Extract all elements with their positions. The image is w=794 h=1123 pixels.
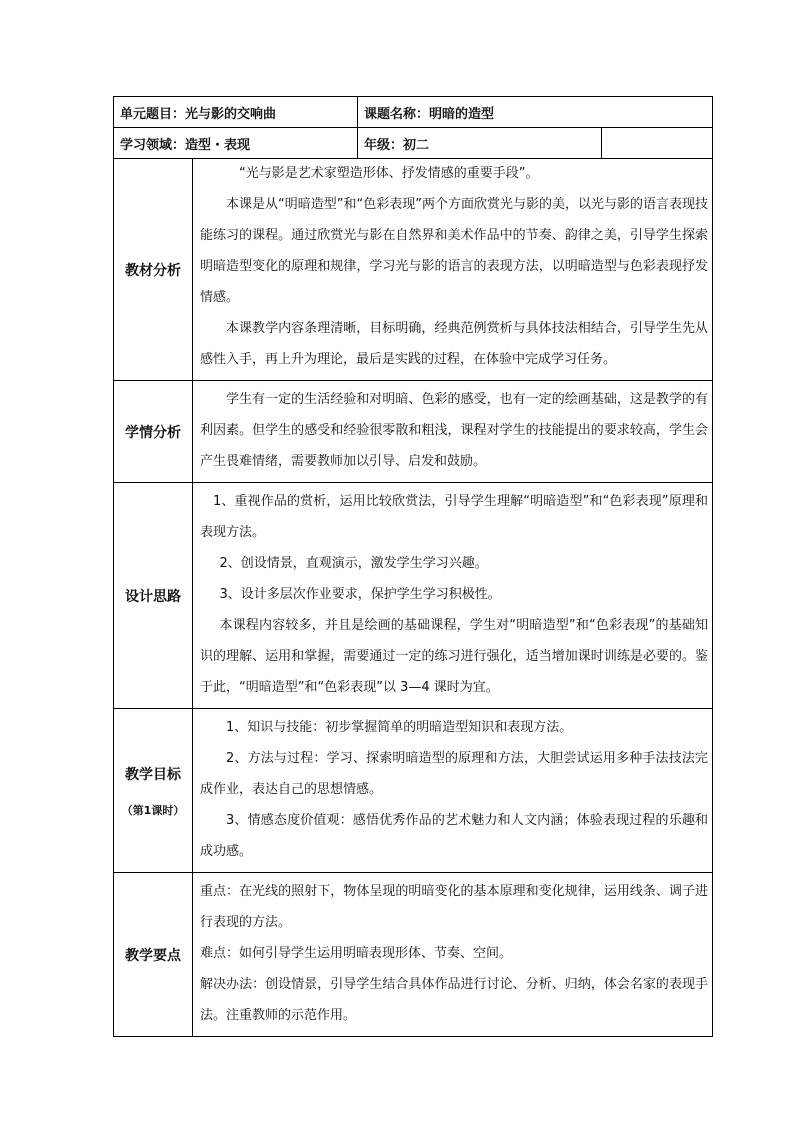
students-content	[193, 381, 713, 483]
objectives-paragraph: 3、情感态度价值观：感悟优秀作品的艺术魅力和人文内涵；体验表现过程的乐趣和成功感。	[200, 813, 709, 859]
lesson-title-cell	[358, 97, 713, 128]
design-content	[193, 483, 713, 709]
students-label-cell	[114, 381, 193, 483]
keypoints-paragraph: 难点：如何引导学生运用明暗表现形体、节奏、空间。	[200, 946, 513, 961]
row-student-analysis	[114, 381, 713, 483]
keypoints-label: 教学要点	[125, 947, 181, 964]
design-paragraph: 3、设计多层次作业要求，保护学生学习积极性。	[219, 587, 501, 602]
unit-title-cell	[114, 97, 358, 128]
material-paragraph: 本课是从“明暗造型”和“色彩表现”两个方面欣赏光与影的美，以光与影的语言表现技能练习的课程。通过欣赏光与影在自然界和美术作品中的节奏、韵律之美，引导学生探索明暗造型变化的原理和规律，学习光与影的语言的表现方法，以明暗造型与色彩表现抒发情感。	[200, 197, 709, 305]
design-label-cell	[114, 483, 193, 709]
keypoints-content	[193, 873, 713, 1037]
design-label: 设计思路	[125, 588, 181, 605]
row-teaching-key-points	[114, 873, 713, 1037]
material-paragraph: 本课教学内容条理清晰，目标明确，经典范例赏析与具体技法相结合，引导学生先从感性入手，再上升为理论，最后是实践的过程，在体验中完成学习任务。	[200, 321, 709, 367]
grade-cell	[358, 128, 602, 159]
material-paragraph: “光与影是艺术家塑造形体、抒发情感的重要手段”。	[239, 166, 539, 181]
objectives-content	[193, 709, 713, 873]
domain-cell	[114, 128, 358, 159]
students-label: 学情分析	[125, 424, 181, 441]
objectives-paragraph: 1、知识与技能：初步掌握简单的明暗造型知识和表现方法。	[226, 720, 573, 735]
objectives-paragraph: 2、方法与过程：学习、探索明暗造型的原理和方法，大胆尝试运用多种手法技法完成作业，表达自己的思想情感。	[200, 751, 709, 797]
design-paragraph: 2、创设情景，直观演示，激发学生学习兴趣。	[219, 556, 488, 571]
learning-domain: 学习领域：造型・表现	[120, 137, 251, 153]
header-row-1	[114, 97, 713, 128]
design-paragraph: 1、重视作品的赏析，运用比较欣赏法，引导学生理解“明暗造型”和“色彩表现”原理和表现方法。	[200, 494, 709, 540]
row-design-idea	[114, 483, 713, 709]
lesson-plan-table	[113, 96, 713, 1037]
header-row-2	[114, 128, 713, 159]
row-material-analysis	[114, 159, 713, 381]
material-label: 教材分析	[125, 262, 181, 279]
empty-cell	[602, 128, 713, 159]
lesson-title: 课题名称：明暗的造型	[364, 106, 495, 122]
design-paragraph: 本课程内容较多，并且是绘画的基础课程，学生对“明暗造型”和“色彩表现”的基础知识的理解、运用和掌握，需要通过一定的练习进行强化，适当增加课时训练是必要的。鉴于此，“明暗造型”和“色彩表现”以 3—4 课时为宜。	[200, 618, 709, 695]
keypoints-label-cell	[114, 873, 193, 1037]
students-paragraph: 学生有一定的生活经验和对明暗、色彩的感受，也有一定的绘画基础，这是教学的有利因素。但学生的感受和经验很零散和粗浅，课程对学生的技能提出的要求较高，学生会产生畏难情绪，需要教师加以引导、启发和鼓励。	[200, 392, 709, 469]
row-teaching-objectives	[114, 709, 713, 873]
objectives-sub-label: （第1课时）	[121, 803, 185, 817]
material-label-cell	[114, 159, 193, 381]
keypoints-paragraph: 重点：在光线的照射下，物体呈现的明暗变化的基本原理和变化规律，运用线条、调子进行表现的方法。	[200, 884, 709, 930]
grade: 年级：初二	[364, 137, 430, 153]
objectives-label-cell	[114, 709, 193, 873]
objectives-label: 教学目标	[125, 766, 181, 783]
unit-title: 单元题目：光与影的交响曲	[120, 106, 277, 122]
keypoints-paragraph: 解决办法：创设情景，引导学生结合具体作品进行讨论、分析、归纳，体会名家的表现手法。注重教师的示范作用。	[200, 977, 709, 1023]
material-content	[193, 159, 713, 381]
